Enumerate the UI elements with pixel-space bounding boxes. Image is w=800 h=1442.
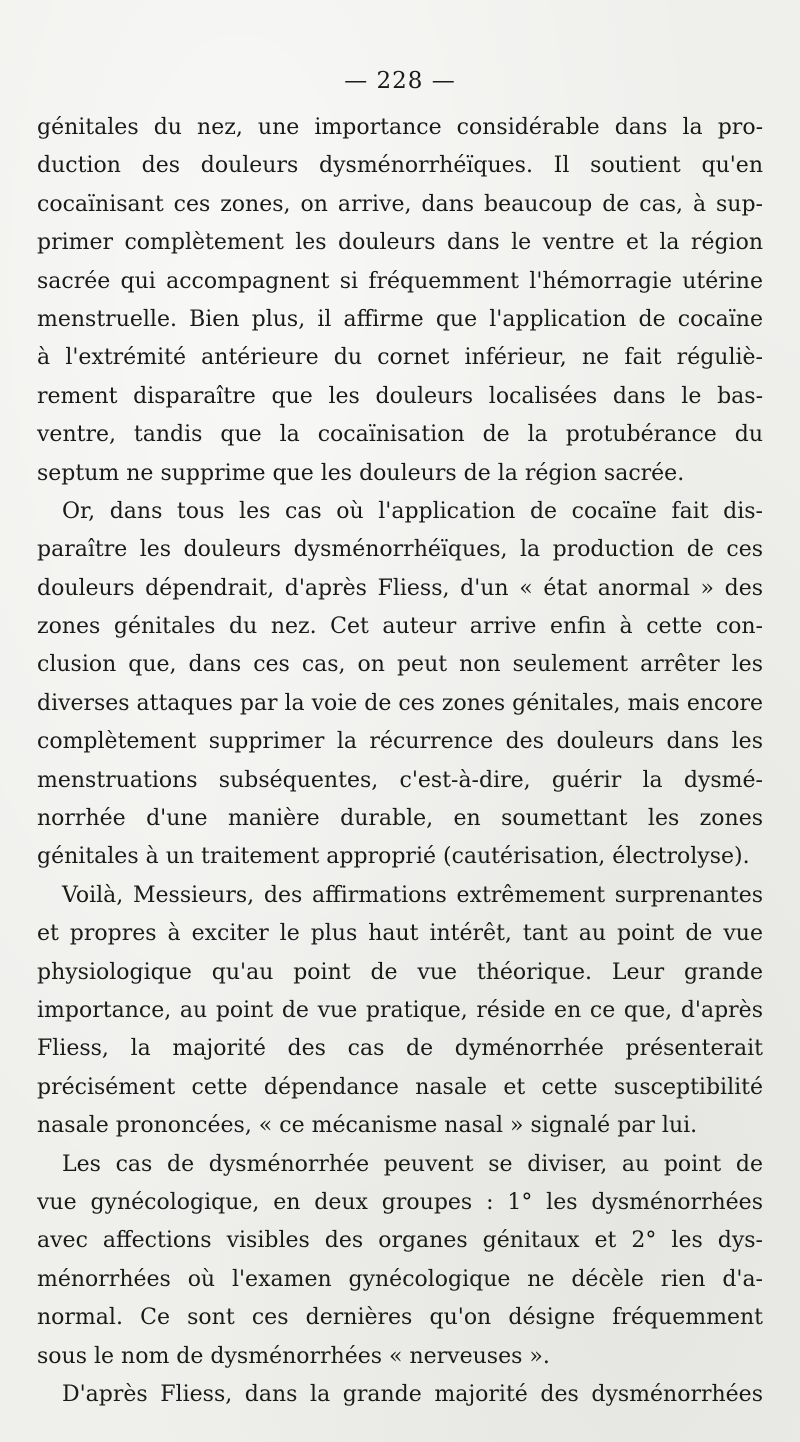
text-line: complètement supprimer la récurrence des douleurs dans les <box>37 729 763 755</box>
paragraph-2 <box>37 493 763 877</box>
paragraph-5 <box>37 1376 763 1414</box>
text-line: sacrée qui accompagnent si fréquemment l'hémorragie utérine <box>37 268 763 294</box>
text-line: sous le nom de dysménorrhées « nerveuses ». <box>37 1343 550 1369</box>
text-line: à l'extrémité antérieure du cornet inférieur, ne fait réguliè- <box>37 345 763 371</box>
text-line: paraître les douleurs dysménorrhéïques, la production de ces <box>37 537 763 563</box>
text-line: précisément cette dépendance nasale et cette susceptibilité <box>37 1074 763 1100</box>
text-line: clusion que, dans ces cas, on peut non seulement arrêter les <box>37 652 763 678</box>
text-line: vue gynécologique, en deux groupes : 1° les dysménorrhées <box>37 1189 763 1215</box>
page-number: — 228 — <box>344 68 456 94</box>
text-line: Voilà, Messieurs, des affirmations extrêmement surprenantes <box>62 882 763 908</box>
text-line: normal. Ce sont ces dernières qu'on désigne fréquemment <box>37 1305 763 1331</box>
text-line: génitales à un traitement approprié (cautérisation, électrolyse). <box>37 844 750 870</box>
text-line: cocaïnisant ces zones, on arrive, dans beaucoup de cas, à sup- <box>37 191 763 217</box>
body-text <box>37 109 763 1414</box>
text-line: menstruelle. Bien plus, il affirme que l'application de cocaïne <box>37 306 763 332</box>
text-line: Les cas de dysménorrhée peuvent se diviser, au point de <box>62 1151 763 1177</box>
text-line: duction des douleurs dysménorrhéïques. Il soutient qu'en <box>37 153 763 179</box>
text-line: douleurs dépendrait, d'après Fliess, d'un « état anormal » des <box>37 575 763 601</box>
text-line: septum ne supprime que les douleurs de la région sacrée. <box>37 460 685 486</box>
paragraph-1 <box>37 109 763 493</box>
paragraph-3 <box>37 877 763 1146</box>
text-line: nasale prononcées, « ce mécanisme nasal » signalé par lui. <box>37 1113 698 1139</box>
text-line: ventre, tandis que la cocaïnisation de la protubérance du <box>37 422 763 448</box>
text-line: zones génitales du nez. Cet auteur arrive enfin à cette con- <box>37 614 763 640</box>
text-line: primer complètement les douleurs dans le ventre et la région <box>37 230 763 256</box>
paragraph-4 <box>37 1146 763 1376</box>
text-line: ménorrhées où l'examen gynécologique ne décèle rien d'a- <box>37 1266 763 1292</box>
text-line: diverses attaques par la voie de ces zones génitales, mais encore <box>37 690 763 716</box>
text-line: avec affections visibles des organes génitaux et 2° les dys- <box>37 1228 763 1254</box>
text-line: D'après Fliess, dans la grande majorité des dysménorrhées <box>62 1381 763 1407</box>
text-line: Or, dans tous les cas où l'application de cocaïne fait dis- <box>62 498 763 524</box>
text-line: norrhée d'une manière durable, en soumettant les zones <box>37 806 763 832</box>
text-line: génitales du nez, une importance considérable dans la pro- <box>37 115 763 140</box>
text-line: et propres à exciter le plus haut intérêt, tant au point de vue <box>37 921 763 947</box>
text-line: rement disparaître que les douleurs localisées dans le bas- <box>37 383 763 409</box>
text-line: menstruations subséquentes, c'est-à-dire, guérir la dysmé- <box>37 767 763 793</box>
text-line: Fliess, la majorité des cas de dyménorrhée présenterait <box>37 1036 763 1062</box>
text-line: importance, au point de vue pratique, réside en ce que, d'après <box>37 997 763 1023</box>
text-line: physiologique qu'au point de vue théorique. Leur grande <box>37 959 763 985</box>
